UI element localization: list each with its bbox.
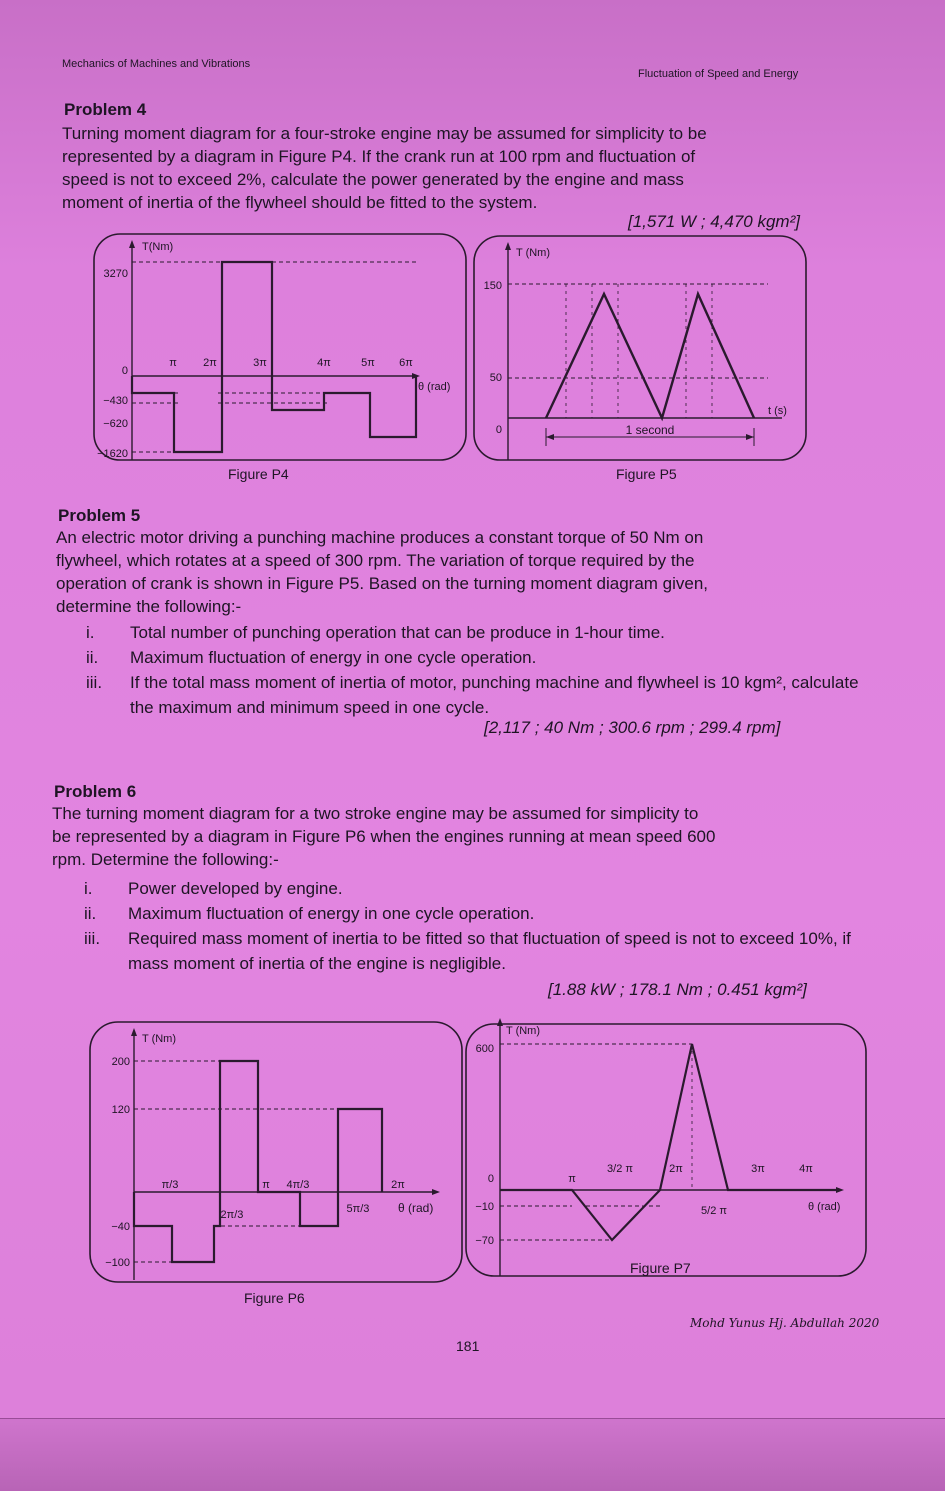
figure-p6-ytick-100: −100 xyxy=(105,1257,130,1269)
figure-p6-xtick-pi3: π/3 xyxy=(161,1179,179,1191)
problem5-item-2 xyxy=(86,645,866,670)
page-number: 181 xyxy=(456,1338,480,1354)
problem6-list xyxy=(84,876,878,976)
figure-p5-span-arrow-right xyxy=(746,434,754,440)
figure-p5-ytick-0: 0 xyxy=(495,424,502,436)
figure-p4-xtick-4pi: 4π xyxy=(317,357,331,369)
page-bottom-edge xyxy=(0,1418,945,1491)
problem6-item-2 xyxy=(84,901,878,926)
figure-p6-caption: Figure P6 xyxy=(244,1290,305,1306)
figure-p6-ytick-40: −40 xyxy=(111,1221,130,1233)
problem6-line-2: be represented by a diagram in Figure P6 when the engines running at mean speed 600 xyxy=(52,827,716,846)
problem5-answer: [2,117 ; 40 Nm ; 300.6 rpm ; 299.4 rpm] xyxy=(484,718,781,737)
figure-p5-ylabel: T (Nm) xyxy=(516,247,551,259)
figure-p7-xtick-3pi: 3π xyxy=(751,1163,765,1175)
figure-p7-torque-curve xyxy=(500,1044,840,1240)
figure-p4-ytick-620: −620 xyxy=(103,418,128,430)
figure-p4-xtick-5pi: 5π xyxy=(361,357,375,369)
problem5-item-3 xyxy=(86,670,866,720)
figure-p6-xtick-pi: π xyxy=(262,1179,270,1191)
figure-p6-xtick-5pi3: 5π/3 xyxy=(346,1203,370,1215)
figure-p7-xtick-4pi: 4π xyxy=(799,1163,813,1175)
figure-p7-xlabel: θ (rad) xyxy=(808,1201,841,1213)
problem6-title: Problem 6 xyxy=(54,782,137,801)
figure-p5-ytick-150: 150 xyxy=(483,280,502,292)
figure-p6-torque-curve xyxy=(134,1061,382,1262)
problem5-line-1: An electric motor driving a punching machine produces a constant torque of 50 Nm on xyxy=(56,528,704,547)
figure-p4-ylabel: T(Nm) xyxy=(142,241,174,253)
problem6-item-2-text: Maximum fluctuation of energy in one cycle operation. xyxy=(128,904,535,923)
figure-p6-xtick-2pi: 2π xyxy=(391,1179,405,1191)
problem4-line-1: Turning moment diagram for a four-stroke engine may be assumed for simplicity to be xyxy=(62,124,707,143)
problem4-title: Problem 4 xyxy=(64,100,147,119)
figure-p5 xyxy=(472,232,810,464)
figure-p7-ytick-70: −70 xyxy=(475,1235,494,1247)
figure-p7-caption: Figure P7 xyxy=(630,1260,691,1276)
problem6-item-3-text: Required mass moment of inertia to be fitted so that fluctuation of speed is not to exceed 10%, if mass moment of inertia of the engine is negligible. xyxy=(128,929,851,973)
figure-p6-xtick-4pi3: 4π/3 xyxy=(286,1179,310,1191)
figure-p5-span-arrow-left xyxy=(546,434,554,440)
figure-p7-xtick-2pi: 2π xyxy=(669,1163,683,1175)
figure-p7-frame xyxy=(466,1024,866,1276)
problem5-item-1-text: Total number of punching operation that can be produce in 1-hour time. xyxy=(130,623,665,642)
figure-p4-ytick-3270: 3270 xyxy=(103,268,128,280)
problem6-item-2-num: ii. xyxy=(84,904,97,923)
problem5-item-2-num: ii. xyxy=(86,648,99,667)
figure-p4-xtick-pi: π xyxy=(169,357,177,369)
figure-p6-ytick-200: 200 xyxy=(111,1056,130,1068)
problem6-item-1-text: Power developed by engine. xyxy=(128,879,343,898)
figure-p4-caption: Figure P4 xyxy=(228,466,289,482)
figure-p7-ytick-0: 0 xyxy=(487,1173,494,1185)
figure-p4-xtick-6pi: 6π xyxy=(399,357,413,369)
figure-p6-frame xyxy=(90,1022,462,1282)
header-right: Fluctuation of Speed and Energy xyxy=(638,68,799,80)
figure-p7-ytick-10: −10 xyxy=(475,1201,494,1213)
figure-p7-xtick-5-2pi: 5/2 π xyxy=(701,1205,727,1217)
figure-p6-ytick-120: 120 xyxy=(111,1104,130,1116)
problem6-text xyxy=(52,802,872,871)
problem6-item-1 xyxy=(84,876,878,901)
figure-p6-xtick-2pi3: 2π/3 xyxy=(220,1209,244,1221)
problem5-line-3: operation of crank is shown in Figure P5. Based on the turning moment diagram given, xyxy=(56,574,709,593)
problem4-line-3: speed is not to exceed 2%, calculate the power generated by the engine and mass xyxy=(62,170,684,189)
figure-p6-ylabel: T (Nm) xyxy=(142,1033,177,1045)
problem6-item-3 xyxy=(84,926,878,976)
problem6-item-3-num: iii. xyxy=(84,929,101,948)
header-left: Mechanics of Machines and Vibrations xyxy=(62,58,251,70)
problem4-text xyxy=(62,122,852,214)
author-signature: Mohd Yunus Hj. Abdullah 2020 xyxy=(690,1316,880,1330)
problem5-list xyxy=(86,620,866,720)
figure-p6 xyxy=(86,1018,466,1286)
problem4-line-4: moment of inertia of the flywheel should be fitted to the system. xyxy=(62,193,538,212)
figure-p5-ytick-50: 50 xyxy=(489,372,502,384)
figure-p7-ytick-600: 600 xyxy=(475,1043,494,1055)
figure-p7-xtick-pi: π xyxy=(568,1173,576,1185)
figure-p7-y-arrow xyxy=(497,1018,503,1026)
figure-p5-y-arrow xyxy=(505,242,511,250)
problem5-title: Problem 5 xyxy=(58,506,141,525)
problem4-line-2: represented by a diagram in Figure P4. If the crank run at 100 rpm and fluctuation of xyxy=(62,147,696,166)
figure-p7-ylabel: T (Nm) xyxy=(506,1025,541,1037)
problem6-line-1: The turning moment diagram for a two stroke engine may be assumed for simplicity to xyxy=(52,804,699,823)
figure-p4-frame xyxy=(94,234,466,460)
figure-p5-span-label: 1 second xyxy=(625,423,675,437)
figure-p4-ytick-430: −430 xyxy=(103,395,128,407)
problem4-answer: [1,571 W ; 4,470 kgm²] xyxy=(628,212,800,231)
problem5-item-3-text: If the total mass moment of inertia of motor, punching machine and flywheel is 10 kgm², calculate the maximum and minimum speed in one cycle. xyxy=(130,673,859,717)
figure-p4 xyxy=(88,230,470,466)
problem6-answer: [1.88 kW ; 178.1 Nm ; 0.451 kgm²] xyxy=(548,980,807,999)
figure-p5-torque-curve xyxy=(546,294,754,418)
figure-p6-xlabel: θ (rad) xyxy=(398,1201,434,1215)
problem6-line-3: rpm. Determine the following:- xyxy=(52,850,279,869)
problem5-item-2-text: Maximum fluctuation of energy in one cycle operation. xyxy=(130,648,537,667)
figure-p6-y-arrow xyxy=(131,1028,137,1036)
figure-p6-x-arrow xyxy=(432,1189,440,1195)
figure-p4-y-arrow xyxy=(129,240,135,248)
problem5-item-1-num: i. xyxy=(86,623,95,642)
problem5-line-2: flywheel, which rotates at a speed of 300 rpm. The variation of torque required by the xyxy=(56,551,695,570)
figure-p4-xlabel: θ (rad) xyxy=(418,381,451,393)
figure-p4-xtick-3pi: 3π xyxy=(253,357,267,369)
problem6-item-1-num: i. xyxy=(84,879,93,898)
figure-p7 xyxy=(462,1014,872,1286)
figure-p7-xtick-3-2pi: 3/2 π xyxy=(607,1163,633,1175)
figure-p4-ytick-1620: −1620 xyxy=(97,448,128,460)
figure-p5-caption: Figure P5 xyxy=(616,466,677,482)
figure-p4-xtick-2pi: 2π xyxy=(203,357,217,369)
figure-p5-xlabel: t (s) xyxy=(768,405,787,417)
figure-p4-ytick-0: 0 xyxy=(121,365,128,377)
problem5-item-1 xyxy=(86,620,866,645)
problem5-item-3-num: iii. xyxy=(86,673,103,692)
page-edge-line xyxy=(0,1418,945,1419)
problem5-line-4: determine the following:- xyxy=(56,597,242,616)
problem5-text xyxy=(56,526,846,618)
